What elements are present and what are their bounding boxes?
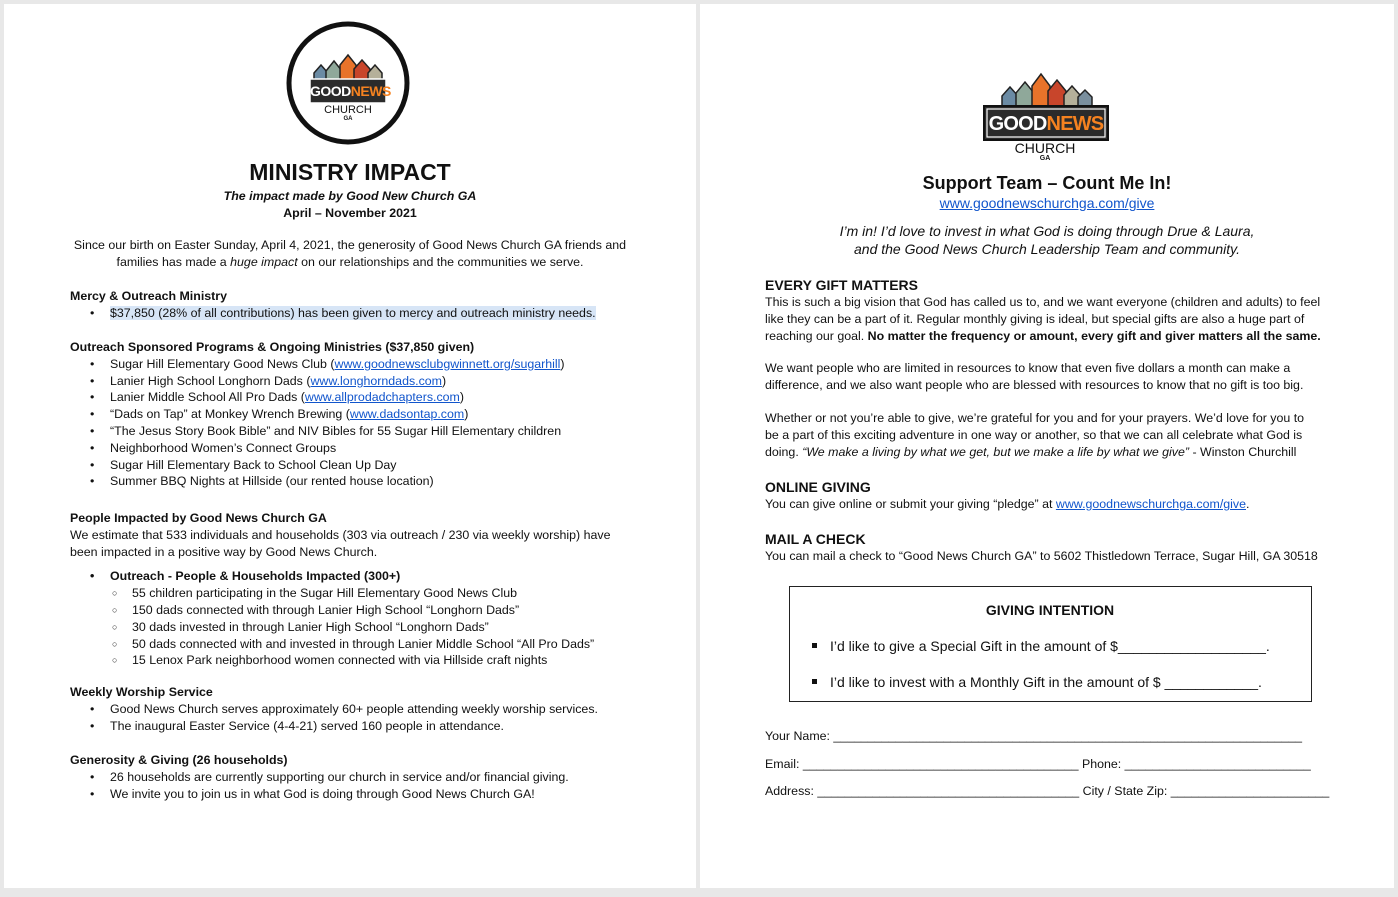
program-link[interactable]: www.longhorndads.com <box>310 373 443 388</box>
support-title: Support Team – Count Me In! <box>922 173 1172 193</box>
outreach-item: ○ 150 dads connected with through Lanier High School “Longhorn Dads” <box>70 602 690 619</box>
logo-sub: CHURCH <box>1014 140 1076 156</box>
programs-list <box>70 356 690 490</box>
monthly-gift-line[interactable]: I’d like to invest with a Monthly Gift in the amount of $ ____________. <box>790 673 1310 691</box>
people-heading: People Impacted by Good News Church GA <box>70 511 327 525</box>
paragraph-line: reaching our goal. No matter the frequency or amount, every gift and giver matters all the same. <box>765 328 1321 343</box>
mail-check-text: You can mail a check to “Good News Church GA” to 5602 Thistledown Terrace, Sugar Hill, GA 30518 <box>765 549 1318 563</box>
online-giving-section <box>765 478 1385 513</box>
giving-heading: Generosity & Giving (26 households) <box>70 753 288 767</box>
paragraph-line: like they can be a part of it. Regular monthly giving is ideal, but special gifts are also a huge part of <box>765 311 1305 326</box>
church-logo <box>982 66 1112 166</box>
paragraph-line: Whether or not you’re able to give, we’re grateful for you and for your prayers. We’d love for you to <box>765 410 1305 425</box>
worship-section <box>70 684 690 734</box>
program-item: • Summer BBQ Nights at Hillside (our rented house location) <box>70 473 690 490</box>
logo-sub2: GA <box>343 116 353 122</box>
paragraph-line: We want people who are limited in resources to know that even five dollars a month can make a <box>765 361 1291 376</box>
program-link[interactable]: www.allprodadchapters.com <box>304 390 460 405</box>
people-text-2: been impacted in a positive way by Good News Church. <box>70 544 378 559</box>
programs-section <box>70 339 690 490</box>
mercy-section <box>70 288 680 322</box>
program-link[interactable]: www.goodnewsclubgwinnett.org/sugarhill <box>334 356 561 371</box>
giving-item: • 26 households are currently supporting our church in service and/or financial giving. <box>70 769 690 786</box>
intro-text <box>4 237 696 271</box>
paragraph-line: be a part of this exciting adventure in one way or another, so that we can all celebrate what God is <box>765 427 1303 442</box>
outreach-item: ○ 50 dads connected with and invested in through Lanier Middle School “All Pro Dads” <box>70 636 690 653</box>
left-page <box>4 4 696 888</box>
program-item: • Lanier High School Longhorn Dads (www.longhorndads.com) <box>70 373 690 390</box>
outreach-list <box>70 585 690 669</box>
people-text-1: We estimate that 533 individuals and households (303 via outreach / 230 via weekly worship) have <box>70 527 611 542</box>
logo-text-good: GOOD <box>310 83 351 99</box>
intro-line-1: Since our birth on Easter Sunday, April 4, 2021, the generosity of Good News Church GA friends and <box>73 238 627 252</box>
program-item: • “Dads on Tap” at Monkey Wrench Brewing (www.dadsontap.com) <box>70 406 690 423</box>
mail-check-heading: MAIL A CHECK <box>765 531 866 547</box>
program-link[interactable]: www.dadsontap.com <box>349 407 465 422</box>
paragraph-line: doing. “We make a living by what we get, but we make a life by what we give” - Winston Churchill <box>765 444 1297 459</box>
people-section <box>70 510 690 669</box>
program-item: • Lanier Middle School All Pro Dads (www.allprodadchapters.com) <box>70 389 690 406</box>
outreach-heading: • Outreach - People & Households Impacted (300+) <box>70 568 690 585</box>
worship-item: • The inaugural Easter Service (4-4-21) served 160 people in attendance. <box>70 718 690 735</box>
program-item: • Sugar Hill Elementary Good News Club (www.goodnewsclubgwinnett.org/sugarhill) <box>70 356 690 373</box>
quote-line-1: I’m in! I’d love to invest in what God is doing through Drue & Laura, <box>839 223 1255 239</box>
email-phone-field[interactable]: Email: ________________________________________ Phone: ___________________________ <box>765 757 1311 771</box>
giving-intention-heading: GIVING INTENTION <box>985 602 1115 618</box>
outreach-item: ○ 15 Lenox Park neighborhood women connected with via Hillside craft nights <box>70 652 690 669</box>
page-title: MINISTRY IMPACT <box>249 159 451 185</box>
mail-check-section <box>765 530 1385 565</box>
address-field[interactable]: Address: ______________________________________ City / State Zip: _______________________ <box>765 784 1330 798</box>
quote-line-2: and the Good News Church Leadership Team and community. <box>854 241 1240 257</box>
every-gift-section <box>765 276 1385 460</box>
commitment-quote <box>700 222 1394 258</box>
logo-sub2: GA <box>1039 155 1051 162</box>
right-page <box>700 4 1394 888</box>
page-subtitle: The impact made by Good New Church GA <box>223 189 477 203</box>
giving-intention-box <box>789 586 1312 702</box>
outreach-item: ○ 55 children participating in the Sugar Hill Elementary Good News Club <box>70 585 690 602</box>
worship-item: • Good News Church serves approximately 60+ people attending weekly worship services. <box>70 701 690 718</box>
outreach-item: ○ 30 dads invested in through Lanier High School “Longhorn Dads” <box>70 619 690 636</box>
logo-sub: CHURCH <box>324 104 372 116</box>
program-item: • Sugar Hill Elementary Back to School Clean Up Day <box>70 457 690 474</box>
intro-line-2: families has made a huge impact on our relationships and the communities we serve. <box>116 254 584 269</box>
worship-heading: Weekly Worship Service <box>70 685 213 699</box>
every-gift-heading: EVERY GIFT MATTERS <box>765 277 918 293</box>
online-giving-heading: ONLINE GIVING <box>765 479 871 495</box>
give-url-link[interactable]: www.goodnewschurchga.com/give <box>939 195 1155 211</box>
logo-text-news: NEWS <box>350 83 391 99</box>
name-field[interactable]: Your Name: ____________________________________________________________________ <box>765 729 1303 743</box>
date-range: April – November 2021 <box>283 206 417 220</box>
special-gift-line[interactable]: I’d like to give a Special Gift in the amount of $___________________. <box>790 637 1310 655</box>
program-item: • “The Jesus Story Book Bible” and NIV Bibles for 55 Sugar Hill Elementary children <box>70 423 690 440</box>
giving-item: • We invite you to join us in what God is doing through Good News Church GA! <box>70 786 690 803</box>
paragraph-line: difference, and we also want people who are blessed with resources to know that no gift is too big. <box>765 378 1304 393</box>
mercy-item: • $37,850 (28% of all contributions) has been given to mercy and outreach ministry needs. <box>70 305 680 322</box>
programs-heading: Outreach Sponsored Programs & Ongoing Ministries ($37,850 given) <box>70 340 475 354</box>
giving-section <box>70 752 690 802</box>
church-logo-circle <box>286 21 410 145</box>
paragraph-line: This is such a big vision that God has called us to, and we want everyone (children and adults) to feel <box>765 295 1321 309</box>
online-giving-link[interactable]: www.goodnewschurchga.com/give <box>1055 497 1246 511</box>
logo-text-good: GOOD <box>988 113 1047 135</box>
online-giving-text: You can give online or submit your giving “pledge” at www.goodnewschurchga.com/give. <box>765 497 1250 511</box>
mercy-heading: Mercy & Outreach Ministry <box>70 289 227 303</box>
program-item: • Neighborhood Women’s Connect Groups <box>70 440 690 457</box>
logo-text-news: NEWS <box>1046 113 1104 135</box>
